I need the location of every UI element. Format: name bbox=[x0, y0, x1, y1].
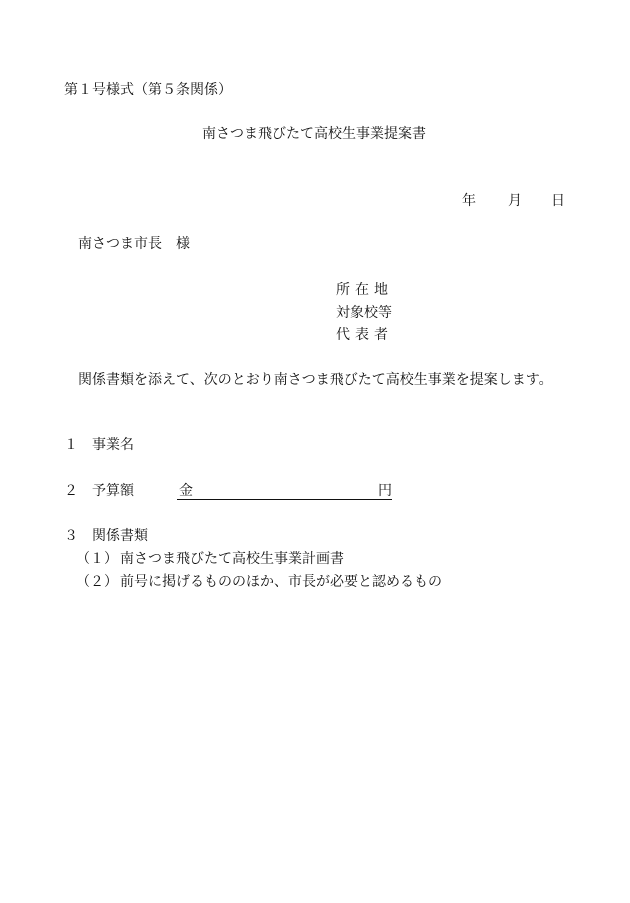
attachment-number: （１） bbox=[76, 551, 118, 567]
item-project-name-label: 事業名 bbox=[92, 437, 134, 453]
attachment-number: （２） bbox=[76, 574, 118, 590]
applicant-representative-label: 代表者 bbox=[336, 327, 393, 343]
item-budget-label: 予算額 bbox=[92, 483, 134, 499]
budget-amount-field[interactable] bbox=[177, 484, 392, 500]
applicant-address-label: 所在地 bbox=[336, 282, 393, 298]
item-number: ３ bbox=[64, 528, 78, 544]
item-related-documents-label: 関係書類 bbox=[92, 528, 148, 544]
attachment-item: 南さつま飛びたて高校生事業計画書 bbox=[120, 551, 344, 567]
item-number: ２ bbox=[64, 483, 78, 499]
document-title: 南さつま飛びたて高校生事業提案書 bbox=[202, 126, 426, 142]
form-number: 第１号様式（第５条関係） bbox=[64, 82, 232, 98]
date-year-label: 年 bbox=[462, 193, 476, 209]
item-number: １ bbox=[64, 437, 78, 453]
budget-unit: 円 bbox=[378, 483, 392, 499]
budget-prefix: 金 bbox=[179, 483, 193, 499]
date-month-label: 月 bbox=[508, 193, 522, 209]
applicant-school-label: 対象校等 bbox=[336, 305, 392, 321]
date-day-label: 日 bbox=[551, 193, 565, 209]
addressee: 南さつま市長 様 bbox=[78, 236, 190, 252]
proposal-statement: 関係書類を添えて、次のとおり南さつま飛びたて高校生事業を提案します。 bbox=[78, 372, 553, 388]
attachment-item: 前号に掲げるもののほか、市長が必要と認めるもの bbox=[120, 574, 442, 590]
